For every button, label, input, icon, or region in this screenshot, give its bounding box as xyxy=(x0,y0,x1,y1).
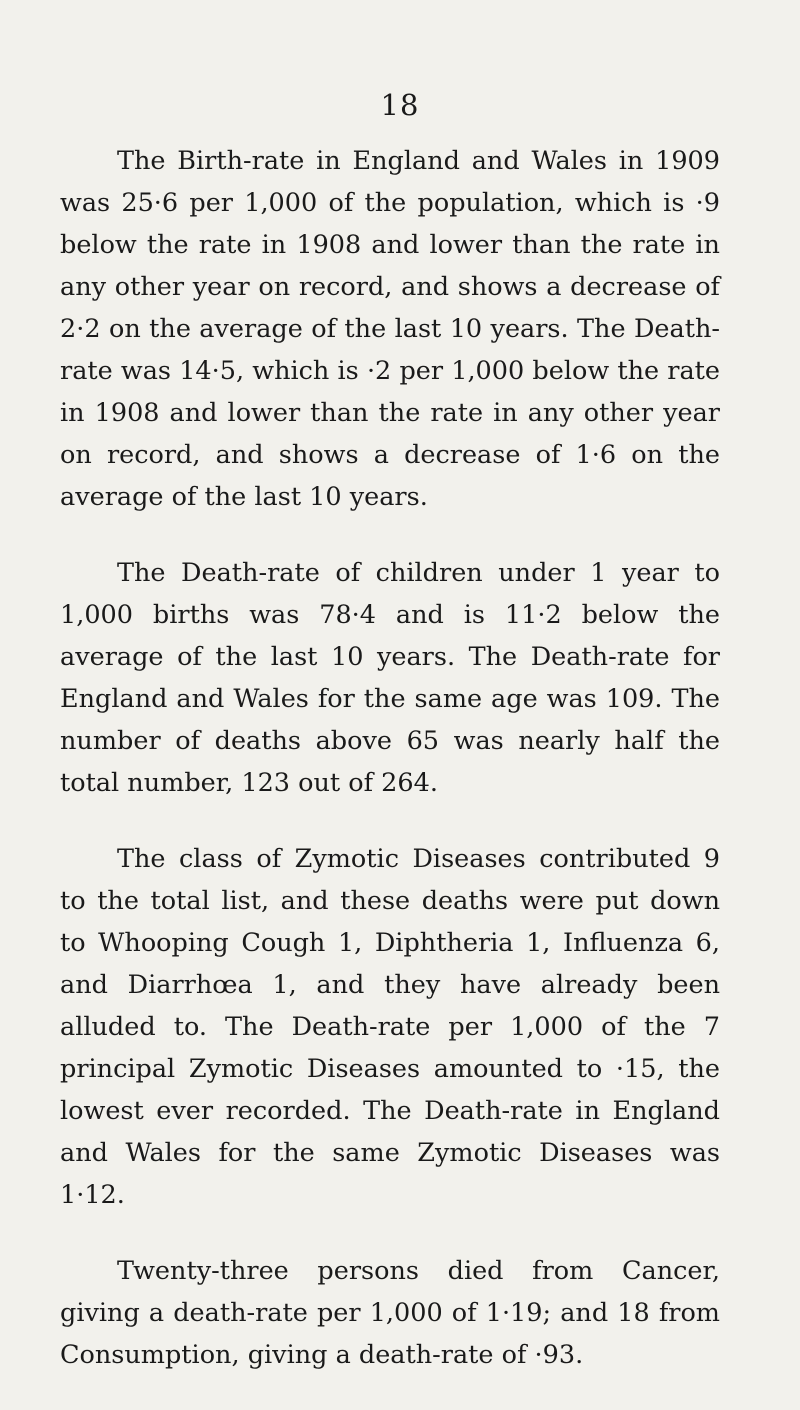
paragraph-cancer-consumption: Twenty-three persons died from Cancer, giving a death-rate per 1,000 of 1·19; and 18 from Consumption, giving a death-rate of ·93. xyxy=(60,1256,720,1370)
paragraph-zymotic-diseases: The class of Zymotic Diseases contributed 9 to the total list, and these deaths were put down to Whooping Cough 1, Diphtheria 1, Influenza 6, and Diarrhœa 1, and they have already been alluded to. The Death-rate per 1,000 of the 7 principal Zymotic Diseases amounted to ·15, the lowest ever recorded. The Death-rate in England and Wales for the same Zymotic Diseases was 1·12. xyxy=(60,844,720,1210)
body-text xyxy=(60,140,720,1410)
paragraph-infant-mortality: The Death-rate of children under 1 year to 1,000 births was 78·4 and is 11·2 below the average of the last 10 years. The Death-rate for England and Wales for the same age was 109. The number of deaths above 65 was nearly half the total number, 123 out of 264. xyxy=(60,558,720,798)
paragraph-birth-death-rates: The Birth-rate in England and Wales in 1909 was 25·6 per 1,000 of the population, which is ·9 below the rate in 1908 and lower than the rate in any other year on record, and shows a decrease of 2·2 on the average of the last 10 years. The Death-rate was 14·5, which is ·2 per 1,000 below the rate in 1908 and lower than the rate in any other year on record, and shows a decrease of 1·6 on the average of the last 10 years. xyxy=(60,146,720,512)
page-number: 18 xyxy=(380,88,420,122)
